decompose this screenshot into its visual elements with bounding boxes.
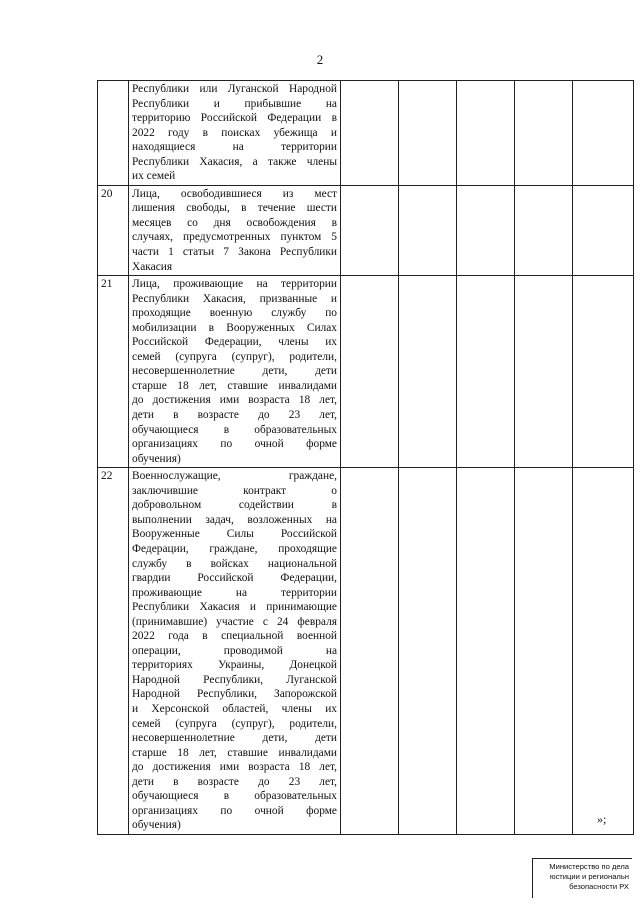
description-line: месяцев со дня освобождения в <box>132 216 337 229</box>
description-line: Хакасия <box>132 260 173 273</box>
category-description-cell <box>129 81 341 186</box>
description-line: территорию Российской Федерации в <box>132 112 337 125</box>
category-description-cell <box>129 276 341 468</box>
description-line: Военнослужащие, граждане, <box>132 470 337 483</box>
description-line: службу в войсках национальной <box>132 557 337 570</box>
description-line: Федерации, граждане, проходящие <box>132 542 337 555</box>
empty-value-cell <box>515 276 573 468</box>
description-line: Республики и прибывшие на <box>132 97 337 110</box>
description-line: операции, проводимой на <box>132 644 337 657</box>
empty-value-cell <box>515 185 573 275</box>
empty-value-cell <box>573 185 634 275</box>
description-line: территориях Украины, Донецкой <box>132 659 337 672</box>
table-row <box>98 185 634 275</box>
page-number: 2 <box>316 52 324 67</box>
description-line: проживающие на территории <box>132 586 337 599</box>
description-line: семей (супруга (супруг), родители, <box>132 717 337 730</box>
empty-value-cell <box>457 468 515 835</box>
empty-value-cell <box>341 468 399 835</box>
description-line: находящиеся на территории <box>132 141 337 154</box>
description-line: Лица, освободившиеся из мест <box>132 187 337 200</box>
empty-value-cell <box>341 185 399 275</box>
description-line: несовершеннолетние дети, дети <box>132 365 337 378</box>
description-line: лишения свободы, в течение шести <box>132 202 337 215</box>
description-line: Российской Федерации, члены их <box>132 336 337 349</box>
category-description-cell <box>129 185 341 275</box>
empty-value-cell <box>341 276 399 468</box>
description-line: организациях по очной форме <box>132 438 337 451</box>
row-number-cell <box>98 81 129 186</box>
description-line: до достижения ими возраста 18 лет, <box>132 761 337 774</box>
description-line: их семей <box>132 170 176 183</box>
empty-value-cell <box>515 468 573 835</box>
description-line: Республики Хакасия, призванные и <box>132 292 337 305</box>
empty-value-cell <box>457 185 515 275</box>
empty-value-cell <box>399 468 457 835</box>
description-line: Народной Республики, Луганской <box>132 673 337 686</box>
stamp-line-3: безопасности РХ <box>569 882 629 891</box>
category-description-cell <box>129 468 341 835</box>
description-line: обучающиеся в образовательных <box>132 423 337 436</box>
empty-value-cell <box>573 81 634 186</box>
description-line: гвардии Российской Федерации, <box>132 572 337 585</box>
description-line: 2022 года в специальной военной <box>132 630 337 643</box>
empty-value-cell <box>457 81 515 186</box>
empty-value-cell <box>515 81 573 186</box>
description-line: старше 18 лет, ставшие инвалидами <box>132 746 337 759</box>
description-line: обучающиеся в образовательных <box>132 790 337 803</box>
row-number-cell: 21 <box>98 276 129 468</box>
stamp-line-2: юстиции и региональн <box>549 872 629 881</box>
description-line: дети в возрасте до 23 лет, <box>132 409 337 422</box>
description-line: части 1 статьи 7 Закона Республики <box>132 246 337 259</box>
row-number-cell: 20 <box>98 185 129 275</box>
empty-value-cell <box>573 276 634 468</box>
table-row <box>98 468 634 835</box>
registration-stamp <box>532 858 632 898</box>
empty-value-cell <box>399 276 457 468</box>
description-line: семей (супруга (супруг), родители, <box>132 350 337 363</box>
table-row <box>98 81 634 186</box>
empty-value-cell <box>573 468 634 835</box>
row-number-cell: 22 <box>98 468 129 835</box>
description-line: организациях по очной форме <box>132 804 337 817</box>
description-line: обучения) <box>132 819 181 832</box>
description-line: случаях, предусмотренных пунктом 5 <box>132 231 337 244</box>
description-line: 2022 году в поисках убежища и <box>132 126 337 139</box>
empty-value-cell <box>341 81 399 186</box>
description-line: Лица, проживающие на территории <box>132 278 337 291</box>
empty-value-cell <box>399 185 457 275</box>
description-line: несовершеннолетние дети, дети <box>132 732 337 745</box>
description-line: заключившие контракт о <box>132 484 337 497</box>
description-line: Республики или Луганской Народной <box>132 83 337 95</box>
description-line: Народной Республики, Запорожской <box>132 688 337 701</box>
empty-value-cell <box>399 81 457 186</box>
description-line: (принимавшие) участие с 24 февраля <box>132 615 337 628</box>
table-row <box>98 276 634 468</box>
empty-value-cell <box>457 276 515 468</box>
description-line: проходящие военную службу по <box>132 307 337 320</box>
description-line: и Херсонской областей, члены их <box>132 702 337 715</box>
closing-quote-mark: »; <box>597 812 607 826</box>
document-table <box>97 80 634 835</box>
description-line: мобилизации в Вооруженных Силах <box>132 321 337 334</box>
description-line: обучения) <box>132 452 181 465</box>
description-line: добровольном содействии в <box>132 499 337 512</box>
description-line: Республики Хакасия, а также члены <box>132 155 337 168</box>
description-line: до достижения ими возраста 18 лет, <box>132 394 337 407</box>
description-line: старше 18 лет, ставшие инвалидами <box>132 379 337 392</box>
description-line: выполнении задач, возложенных на <box>132 513 337 526</box>
description-line: Республики Хакасия и принимающие <box>132 601 337 614</box>
description-line: Вооруженные Силы Российской <box>132 528 337 541</box>
stamp-line-1: Министерство по дела <box>549 862 629 871</box>
description-line: дети в возрасте до 23 лет, <box>132 775 337 788</box>
